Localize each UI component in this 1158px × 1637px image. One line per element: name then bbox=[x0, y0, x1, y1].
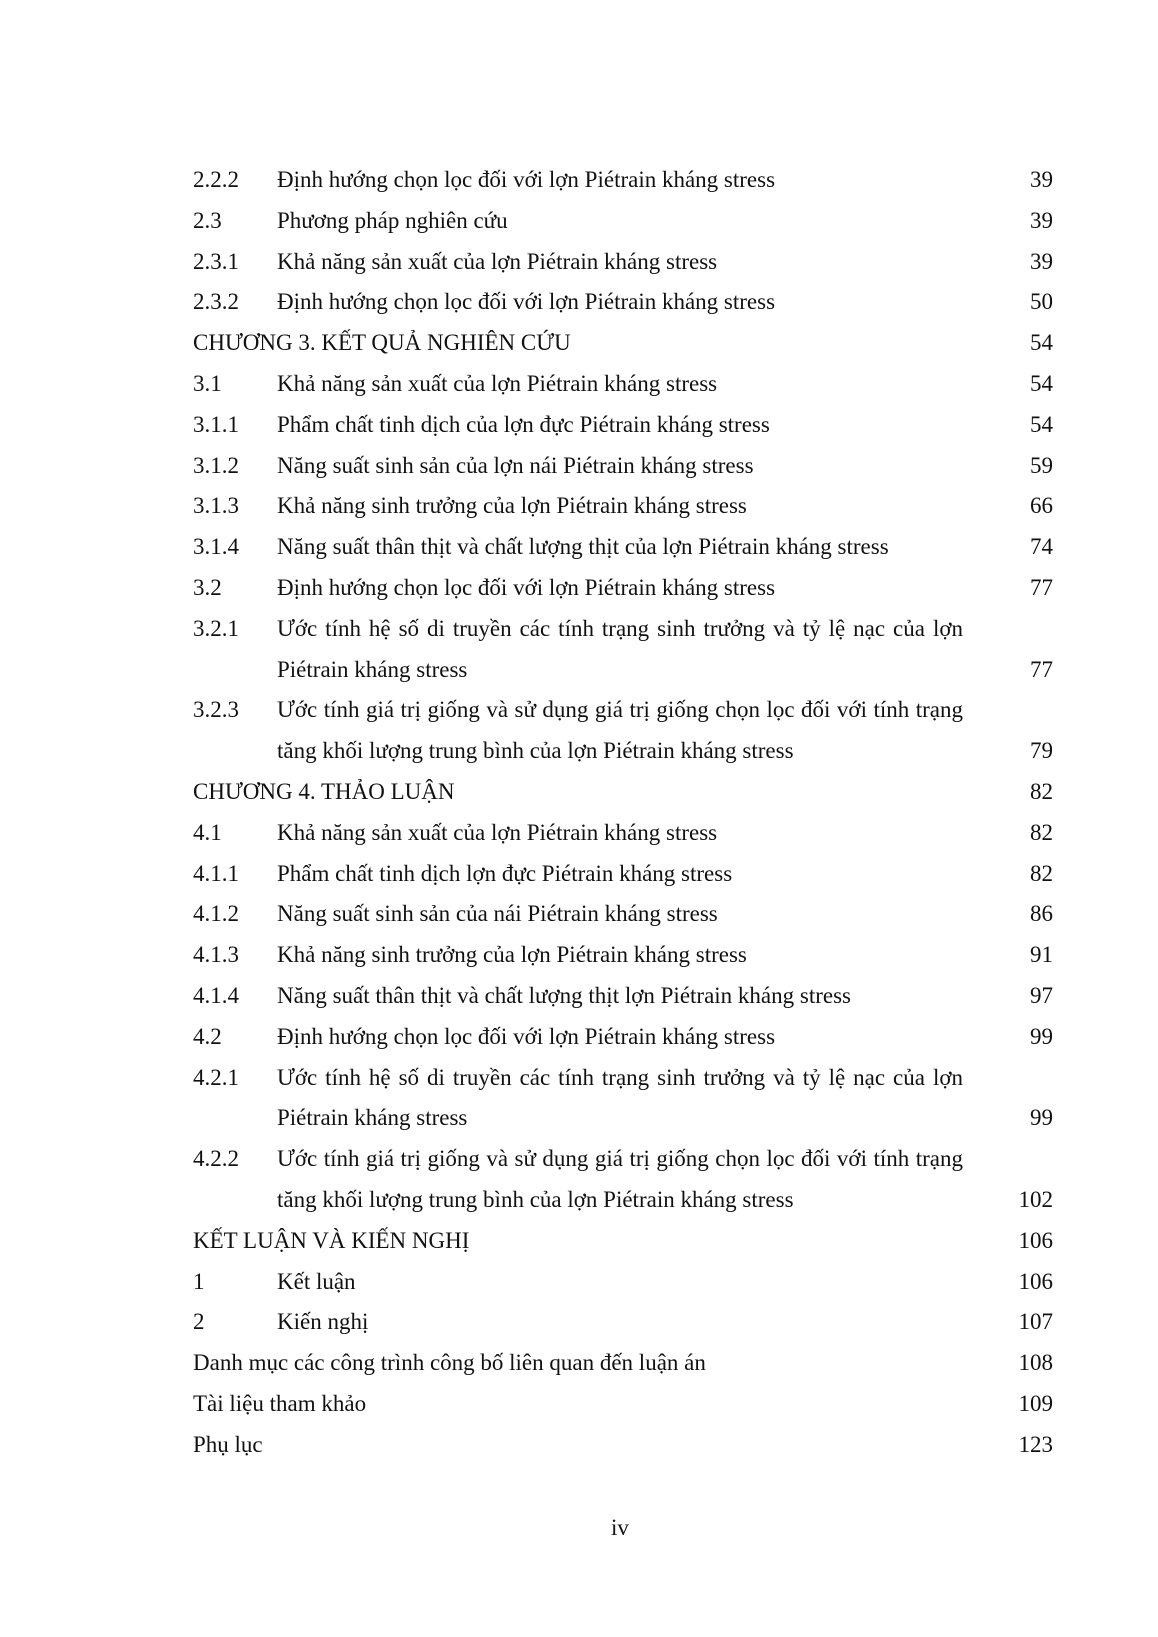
toc-entry bbox=[193, 1302, 1053, 1343]
page-number: iv bbox=[611, 1515, 629, 1540]
toc-entry-number: 2.3.1 bbox=[193, 248, 239, 274]
toc-entry-number: 3.2.1 bbox=[193, 615, 239, 641]
toc-entry-number: 3.1.1 bbox=[193, 411, 239, 437]
toc-entry-number: 1 bbox=[193, 1268, 205, 1294]
toc-entry-page: 123 bbox=[1018, 1431, 1053, 1457]
toc-entry-page: 82 bbox=[1030, 819, 1053, 845]
toc-entry-number: 4.1.1 bbox=[193, 860, 239, 886]
toc-entry-title bbox=[277, 1058, 993, 1140]
toc-entry bbox=[193, 1384, 1053, 1425]
toc-entry-page: 82 bbox=[1030, 860, 1053, 886]
toc-entry-page: 39 bbox=[1030, 207, 1053, 233]
toc-entry-number: 4.1.3 bbox=[193, 942, 239, 968]
table-of-contents bbox=[193, 160, 1053, 1466]
toc-entry-page: 39 bbox=[1030, 167, 1053, 192]
toc-entry bbox=[193, 854, 1053, 895]
toc-entry-page: 77 bbox=[1030, 574, 1053, 600]
toc-entry-page: 79 bbox=[1030, 738, 1053, 764]
toc-entry-number: 4.1 bbox=[193, 819, 222, 845]
toc-entry-page: 54 bbox=[1030, 411, 1053, 437]
toc-entry-title: Khả năng sinh trưởng của lợn Piétrain kháng stress bbox=[277, 493, 747, 519]
toc-entry bbox=[193, 364, 1053, 405]
toc-entry bbox=[193, 201, 1053, 242]
toc-entry bbox=[193, 1017, 1053, 1058]
toc-entry-title: CHƯƠNG 3. KẾT QUẢ NGHIÊN CỨU bbox=[193, 330, 571, 356]
toc-entry-title bbox=[277, 609, 993, 691]
toc-entry-number: 3.1.3 bbox=[193, 493, 239, 519]
toc-entry-number: 2.3 bbox=[193, 207, 222, 233]
toc-entry bbox=[193, 1425, 1053, 1466]
toc-entry-number: 3.1.4 bbox=[193, 534, 239, 560]
toc-entry-title-text: Ước tính giá trị giống và sử dụng giá trị giống chọn lọc đối với tính trạng tăng khối lượng trung bình của lợn Piétrain kháng stress bbox=[277, 697, 963, 764]
toc-entry-number: 2.3.2 bbox=[193, 289, 239, 315]
toc-entry-page: 108 bbox=[1018, 1350, 1053, 1376]
toc-entry-page: 106 bbox=[1018, 1268, 1053, 1294]
toc-entry-title: Định hướng chọn lọc đối với lợn Piétrain kháng stress bbox=[277, 1023, 776, 1049]
toc-entry bbox=[193, 690, 1053, 772]
toc-entry bbox=[193, 1262, 1053, 1303]
toc-entry bbox=[193, 282, 1053, 323]
toc-entry-page: 59 bbox=[1030, 452, 1053, 478]
toc-entry-page: 97 bbox=[1030, 982, 1053, 1008]
toc-entry-number: 3.2 bbox=[193, 574, 222, 600]
toc-entry-title: Kết luận bbox=[277, 1268, 356, 1294]
toc-entry-number: 2 bbox=[193, 1309, 205, 1335]
toc-entry-title-text: Ước tính hệ số di truyền các tính trạng sinh trưởng và tỷ lệ nạc của lợn Piétrain kháng stress bbox=[277, 1064, 963, 1131]
toc-entry-number: 4.2.2 bbox=[193, 1146, 239, 1172]
toc-entry bbox=[193, 1139, 1053, 1221]
toc-entry-title bbox=[277, 1139, 993, 1221]
toc-entry-page: 77 bbox=[1030, 656, 1053, 682]
toc-entry bbox=[193, 160, 1053, 201]
toc-entry-page: 54 bbox=[1030, 330, 1053, 356]
toc-entry-page: 82 bbox=[1030, 778, 1053, 804]
toc-entry-title: Khả năng sản xuất của lợn Piétrain kháng stress bbox=[277, 370, 718, 396]
toc-entry-page: 102 bbox=[1018, 1186, 1053, 1212]
toc-entry-title: Phương pháp nghiên cứu bbox=[277, 207, 508, 233]
toc-entry-title: Kiến nghị bbox=[277, 1309, 369, 1335]
toc-entry-title: Danh mục các công trình công bố liên quan đến luận án bbox=[193, 1350, 706, 1376]
toc-entry-page: 54 bbox=[1030, 370, 1053, 396]
toc-entry-number: 3.1 bbox=[193, 370, 222, 396]
toc-entry-title: Phẩm chất tinh dịch lợn đực Piétrain kháng stress bbox=[277, 860, 733, 886]
toc-entry bbox=[193, 1343, 1053, 1384]
toc-entry-title-text: Ước tính giá trị giống và sử dụng giá trị giống chọn lọc đối với tính trạng tăng khối lượng trung bình của lợn Piétrain kháng stress bbox=[277, 1146, 963, 1212]
toc-entry-title: Phẩm chất tinh dịch của lợn đực Piétrain kháng stress bbox=[277, 411, 770, 437]
toc-entry-page: 109 bbox=[1018, 1390, 1053, 1416]
toc-entry-title: KẾT LUẬN VÀ KIẾN NGHỊ bbox=[193, 1227, 470, 1253]
toc-entry-page: 99 bbox=[1030, 1105, 1053, 1131]
toc-entry bbox=[193, 894, 1053, 935]
toc-entry-title: Khả năng sản xuất của lợn Piétrain kháng stress bbox=[277, 248, 718, 274]
toc-entry-title: Năng suất sinh sản của lợn nái Piétrain kháng stress bbox=[277, 452, 754, 478]
toc-entry bbox=[193, 976, 1053, 1017]
toc-entry-title: Khả năng sinh trưởng của lợn Piétrain kháng stress bbox=[277, 942, 747, 968]
toc-entry-page: 107 bbox=[1018, 1309, 1053, 1335]
toc-entry-page: 106 bbox=[1018, 1227, 1053, 1253]
toc-entry bbox=[193, 446, 1053, 487]
toc-entry-title-text: Ước tính hệ số di truyền các tính trạng sinh trưởng và tỷ lệ nạc của lợn Piétrain kháng stress bbox=[277, 615, 963, 682]
toc-entry bbox=[193, 568, 1053, 609]
toc-entry bbox=[193, 935, 1053, 976]
toc-entry-title: Năng suất sinh sản của nái Piétrain kháng stress bbox=[277, 901, 718, 927]
toc-chapter-heading bbox=[193, 772, 1053, 813]
toc-entry-page: 86 bbox=[1030, 901, 1053, 927]
toc-entry-title: Khả năng sản xuất của lợn Piétrain kháng stress bbox=[277, 819, 718, 845]
toc-entry bbox=[193, 813, 1053, 854]
toc-entry-page: 39 bbox=[1030, 248, 1053, 274]
toc-chapter-heading bbox=[193, 323, 1053, 364]
toc-entry-title: Định hướng chọn lọc đối với lợn Piétrain kháng stress bbox=[277, 289, 776, 315]
toc-entry-title: Năng suất thân thịt và chất lượng thịt của lợn Piétrain kháng stress bbox=[277, 534, 889, 560]
toc-entry-title: Định hướng chọn lọc đối với lợn Piétrain kháng stress bbox=[277, 167, 776, 192]
toc-entry bbox=[193, 1058, 1053, 1140]
toc-entry bbox=[193, 527, 1053, 568]
toc-entry-page: 99 bbox=[1030, 1023, 1053, 1049]
toc-entry-number: 4.2.1 bbox=[193, 1064, 239, 1090]
toc-entry-title: Định hướng chọn lọc đối với lợn Piétrain kháng stress bbox=[277, 574, 776, 600]
toc-entry-page: 91 bbox=[1030, 942, 1053, 968]
toc-entry-number: 3.2.3 bbox=[193, 697, 239, 723]
toc-entry-title: Tài liệu tham khảo bbox=[193, 1390, 367, 1416]
toc-entry bbox=[193, 405, 1053, 446]
toc-entry-title: Phụ lục bbox=[193, 1431, 263, 1457]
toc-entry-number: 4.1.4 bbox=[193, 982, 239, 1008]
toc-entry-number: 3.1.2 bbox=[193, 452, 239, 478]
toc-entry-title: Năng suất thân thịt và chất lượng thịt lợn Piétrain kháng stress bbox=[277, 982, 852, 1008]
toc-entry-title bbox=[277, 690, 993, 772]
toc-entry-page: 74 bbox=[1030, 534, 1053, 560]
toc-entry-number: 4.2 bbox=[193, 1023, 222, 1049]
toc-entry-page: 50 bbox=[1030, 289, 1053, 315]
toc-entry bbox=[193, 486, 1053, 527]
toc-entry bbox=[193, 609, 1053, 691]
toc-entry bbox=[193, 242, 1053, 283]
toc-entry-number: 2.2.2 bbox=[193, 167, 239, 192]
toc-chapter-heading bbox=[193, 1221, 1053, 1262]
toc-entry-page: 66 bbox=[1030, 493, 1053, 519]
toc-entry-number: 4.1.2 bbox=[193, 901, 239, 927]
toc-entry-title: CHƯƠNG 4. THẢO LUẬN bbox=[193, 778, 455, 804]
